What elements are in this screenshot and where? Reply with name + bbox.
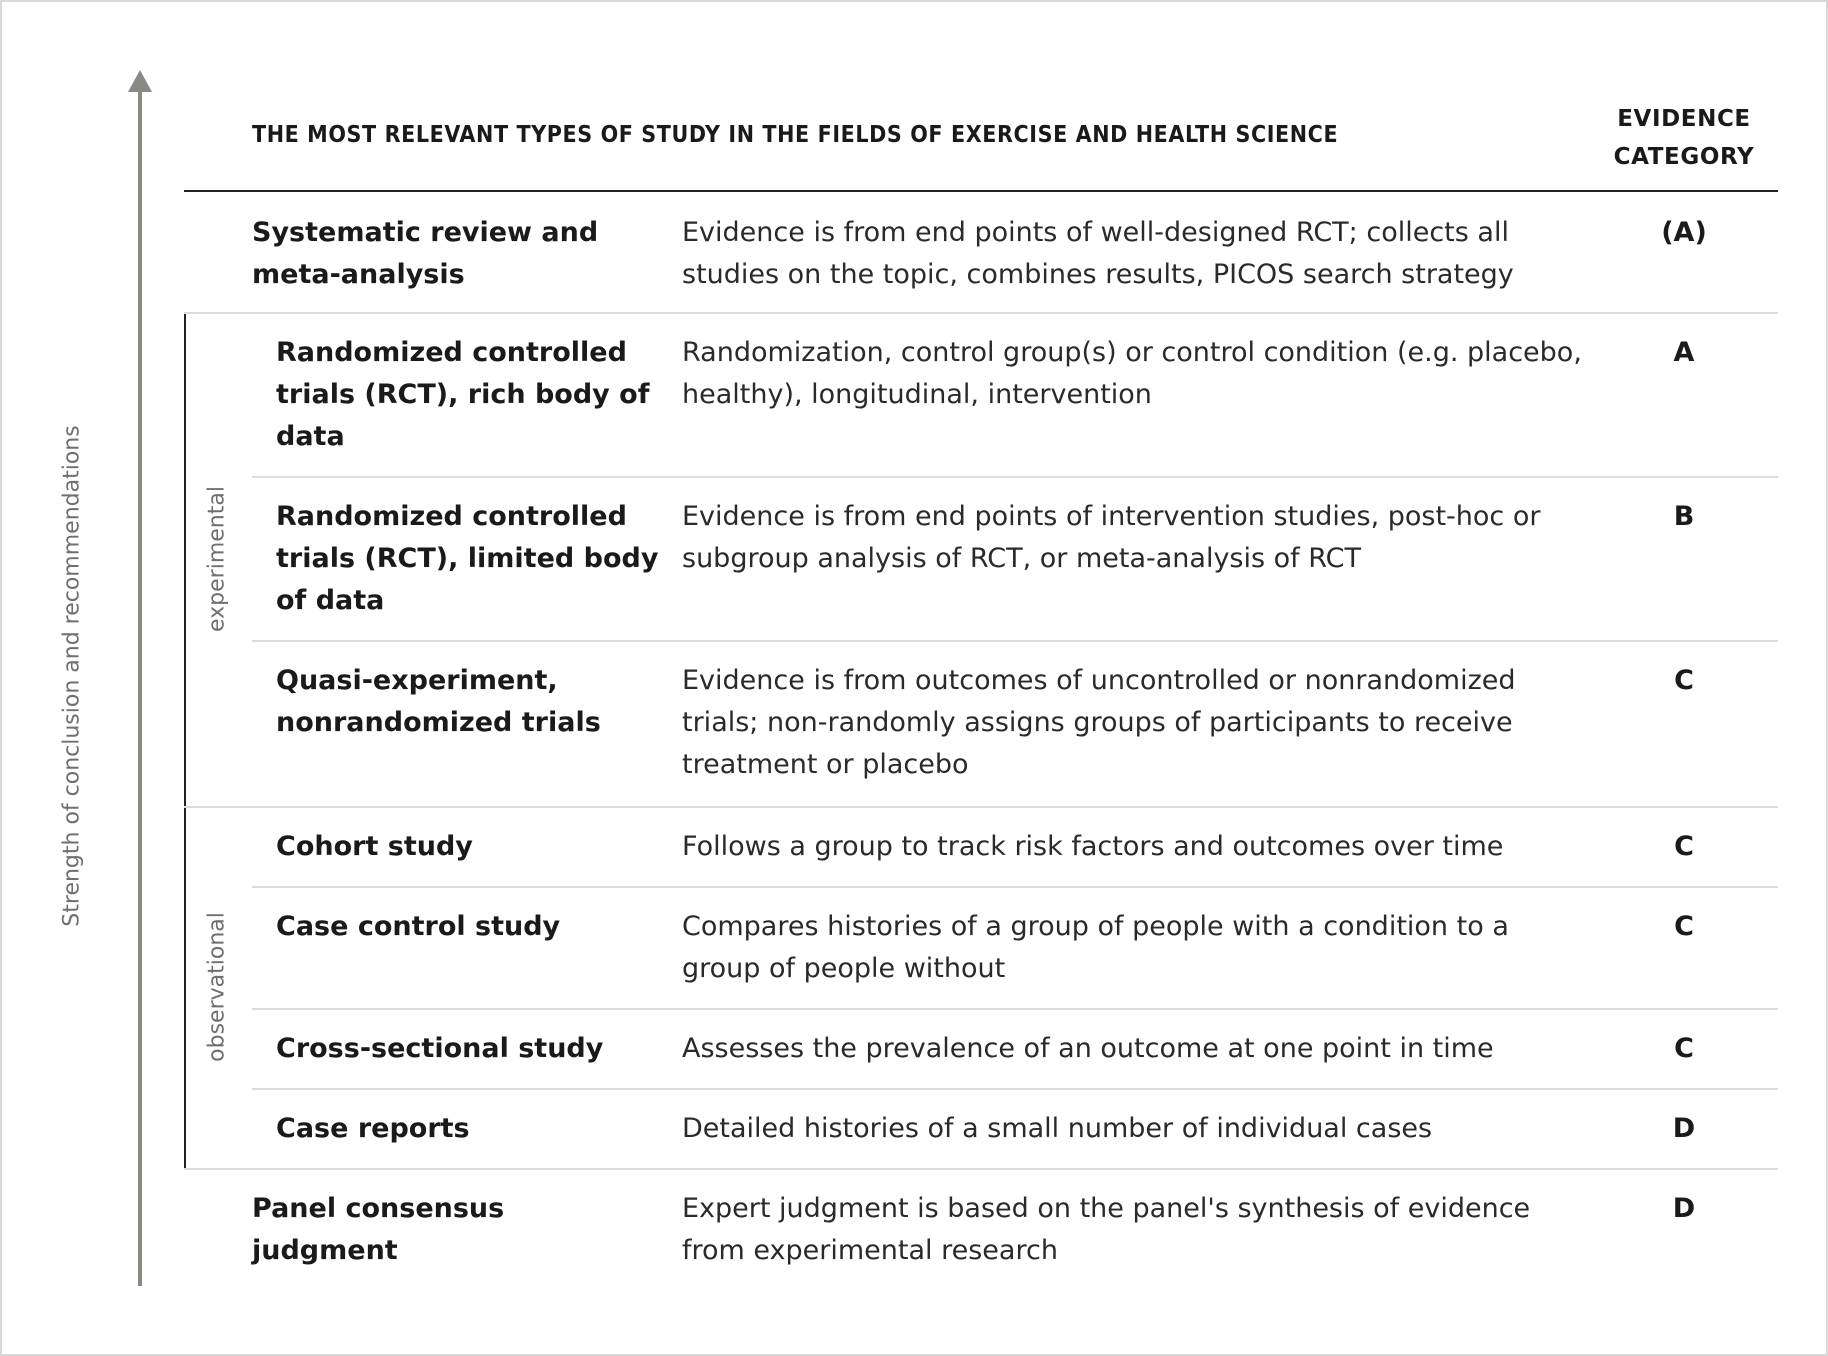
table-row bbox=[0, 806, 1828, 886]
table-row bbox=[0, 476, 1828, 640]
study-description: Assesses the prevalence of an outcome at one point in time bbox=[682, 1033, 1494, 1064]
table-title: THE MOST RELEVANT TYPES OF STUDY IN THE FIELDS OF EXERCISE AND HEALTH SCIENCE bbox=[252, 122, 1339, 148]
category-header-line2: CATEGORY bbox=[1613, 144, 1755, 170]
study-description: Follows a group to track risk factors and outcomes over time bbox=[682, 831, 1504, 862]
study-description: Randomization, control group(s) or control condition (e.g. placebo, healthy), longitudinal, intervention bbox=[682, 337, 1582, 410]
study-type: Panel consensus judgment bbox=[252, 1193, 505, 1266]
study-description: Evidence is from outcomes of uncontrolled or nonrandomized trials; non-randomly assigns groups of participants to receive treatment or placebo bbox=[682, 665, 1516, 780]
study-type: Randomized controlled trials (RCT), limited body of data bbox=[276, 501, 659, 616]
evidence-category: C bbox=[1674, 665, 1694, 696]
row-divider bbox=[252, 1008, 1778, 1010]
row-divider bbox=[252, 1088, 1778, 1090]
table-row bbox=[0, 1088, 1828, 1168]
table-row bbox=[0, 1008, 1828, 1088]
study-type: Quasi-experiment, nonrandomized trials bbox=[276, 665, 601, 738]
study-type: Systematic review and meta-analysis bbox=[252, 217, 599, 290]
study-description: Expert judgment is based on the panel's synthesis of evidence from experimental research bbox=[682, 1193, 1531, 1266]
axis-label: Strength of conclusion and recommendations bbox=[59, 425, 85, 927]
row-divider bbox=[252, 886, 1778, 888]
category-header bbox=[1580, 100, 1788, 176]
table-row bbox=[0, 312, 1828, 476]
evidence-category: C bbox=[1674, 1033, 1694, 1064]
evidence-category: A bbox=[1673, 337, 1695, 368]
table-row bbox=[0, 192, 1828, 312]
evidence-category: D bbox=[1672, 1193, 1696, 1224]
evidence-category: C bbox=[1674, 911, 1694, 942]
study-description: Evidence is from end points of well-designed RCT; collects all studies on the topic, combines results, PICOS search strategy bbox=[682, 217, 1514, 290]
study-description: Detailed histories of a small number of individual cases bbox=[682, 1113, 1433, 1144]
row-divider bbox=[184, 1168, 1778, 1170]
table-row bbox=[0, 886, 1828, 1008]
evidence-category: D bbox=[1672, 1113, 1696, 1144]
study-type: Case control study bbox=[276, 911, 561, 942]
study-description: Evidence is from end points of intervention studies, post-hoc or subgroup analysis of RCT, or meta-analysis of RCT bbox=[682, 501, 1541, 574]
table-row bbox=[0, 1168, 1828, 1288]
study-type: Randomized controlled trials (RCT), rich body of data bbox=[276, 337, 650, 452]
table-row bbox=[0, 640, 1828, 806]
group-label-observational: observational bbox=[204, 912, 230, 1062]
row-divider bbox=[184, 806, 1778, 808]
study-description: Compares histories of a group of people with a condition to a group of people without bbox=[682, 911, 1509, 984]
group-label-experimental: experimental bbox=[204, 486, 230, 632]
category-header-line1: EVIDENCE bbox=[1617, 106, 1751, 132]
study-type: Case reports bbox=[276, 1113, 470, 1144]
study-type: Cross-sectional study bbox=[276, 1033, 604, 1064]
row-divider bbox=[252, 476, 1778, 478]
evidence-category: C bbox=[1674, 831, 1694, 862]
row-divider bbox=[184, 312, 1778, 314]
study-type: Cohort study bbox=[276, 831, 473, 862]
evidence-category: (A) bbox=[1661, 217, 1707, 248]
evidence-category: B bbox=[1673, 501, 1695, 532]
row-divider bbox=[252, 640, 1778, 642]
